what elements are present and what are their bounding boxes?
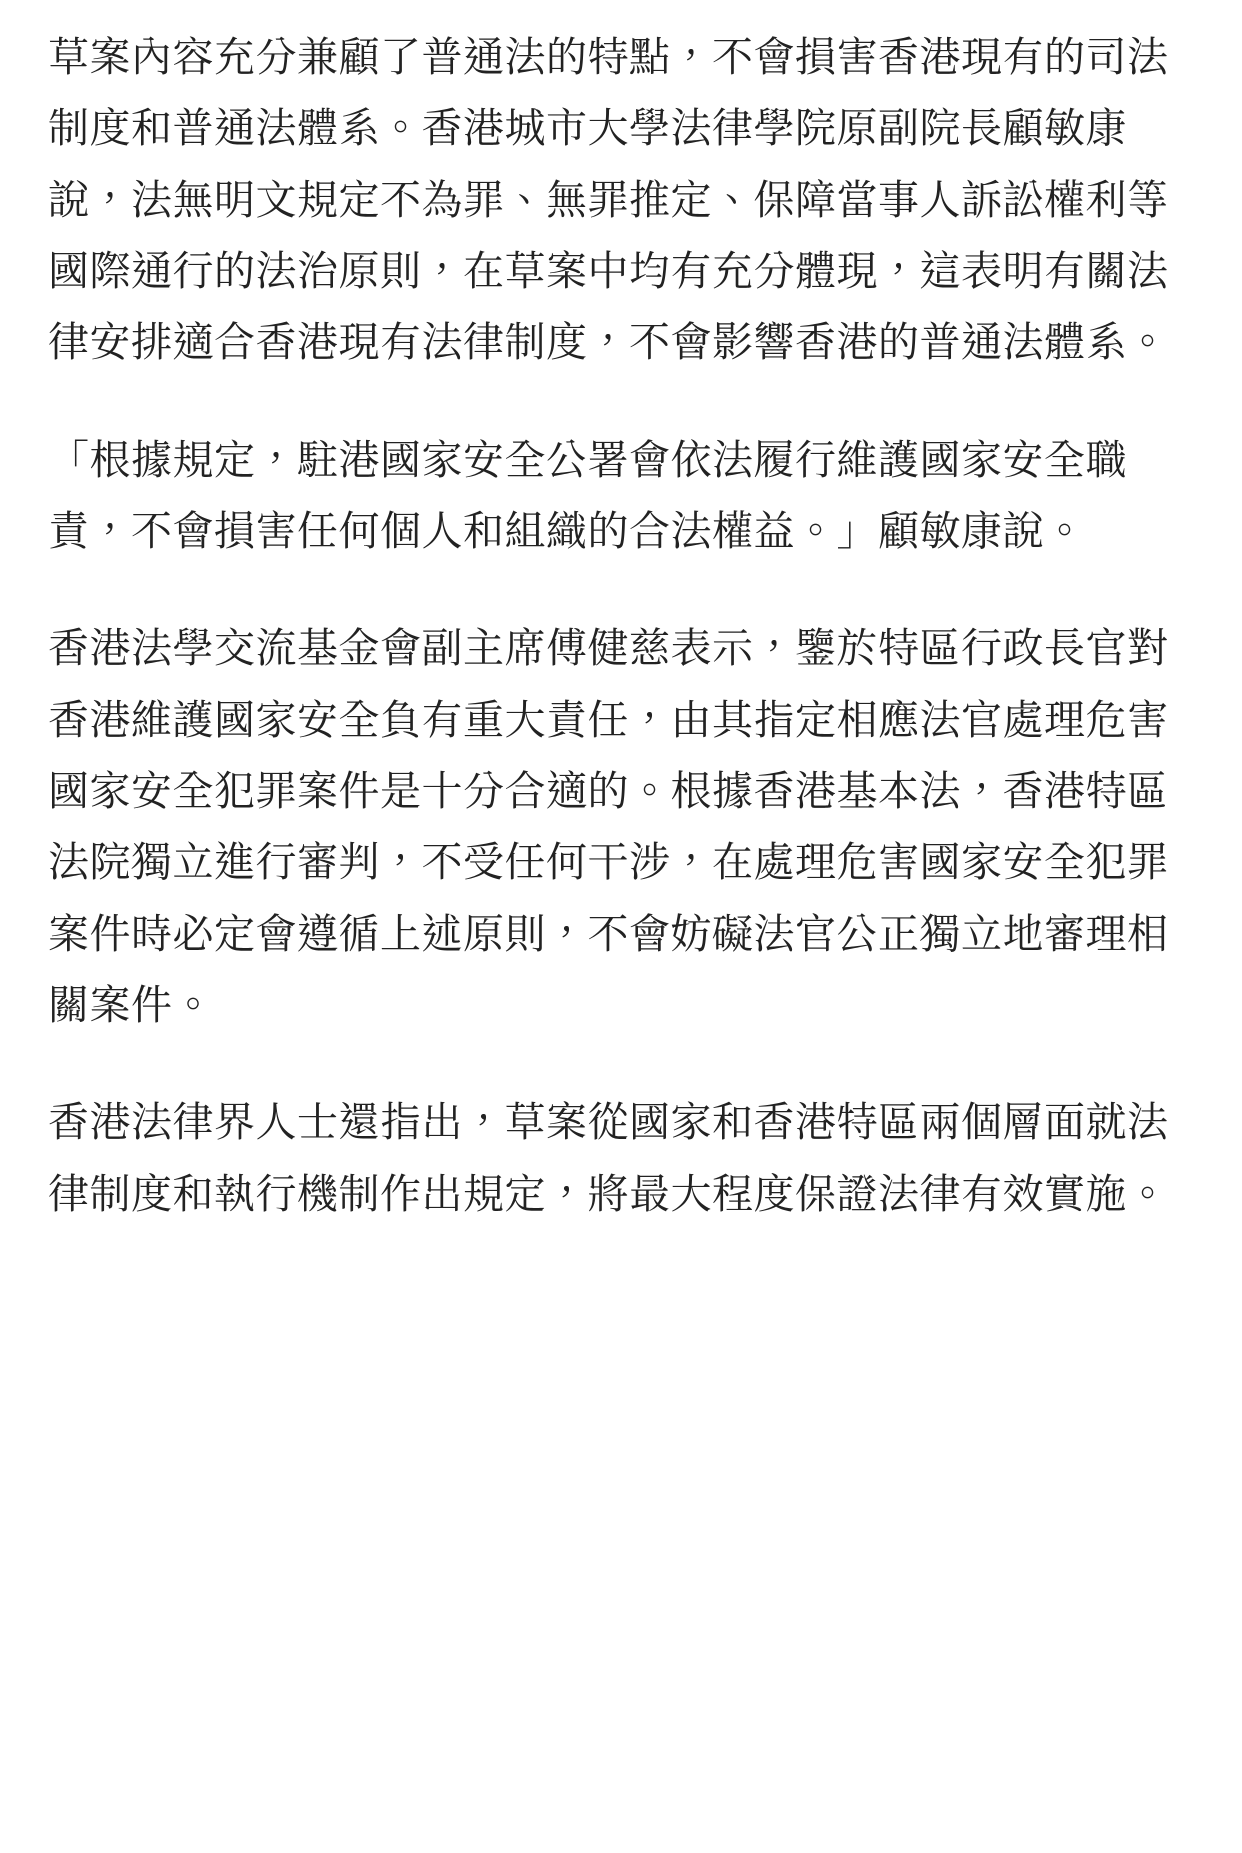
article-paragraph: 「根據規定，駐港國家安全公署會依法履行維護國家安全職責，不會損害任何個人和組織的合法權益。」顧敏康說。 [48,436,1127,554]
article-paragraph: 草案內容充分兼顧了普通法的特點，不會損害香港現有的司法制度和普通法體系。香港城市大學法律學院原副院長顧敏康說，法無明文規定不為罪、無罪推定、保障當事人訴訟權利等國際通行的法治原則，在草案中均有充分體現，這表明有關法律安排適合香港現有法律制度，不會影響香港的普通法體系。 [48,34,1169,366]
article-paragraph: 香港法律界人士還指出，草案從國家和香港特區兩個層面就法律制度和執行機制作出規定，將最大程度保證法律有效實施。 [48,1099,1169,1217]
article-paragraph: 香港法學交流基金會副主席傅健慈表示，鑒於特區行政長官對香港維護國家安全負有重大責任，由其指定相應法官處理危害國家安全犯罪案件是十分合適的。根據香港基本法，香港特區法院獨立進行審判，不受任何干涉，在處理危害國家安全犯罪案件時必定會遵循上述原則，不會妨礙法官公正獨立地審理相關案件。 [48,625,1169,1028]
